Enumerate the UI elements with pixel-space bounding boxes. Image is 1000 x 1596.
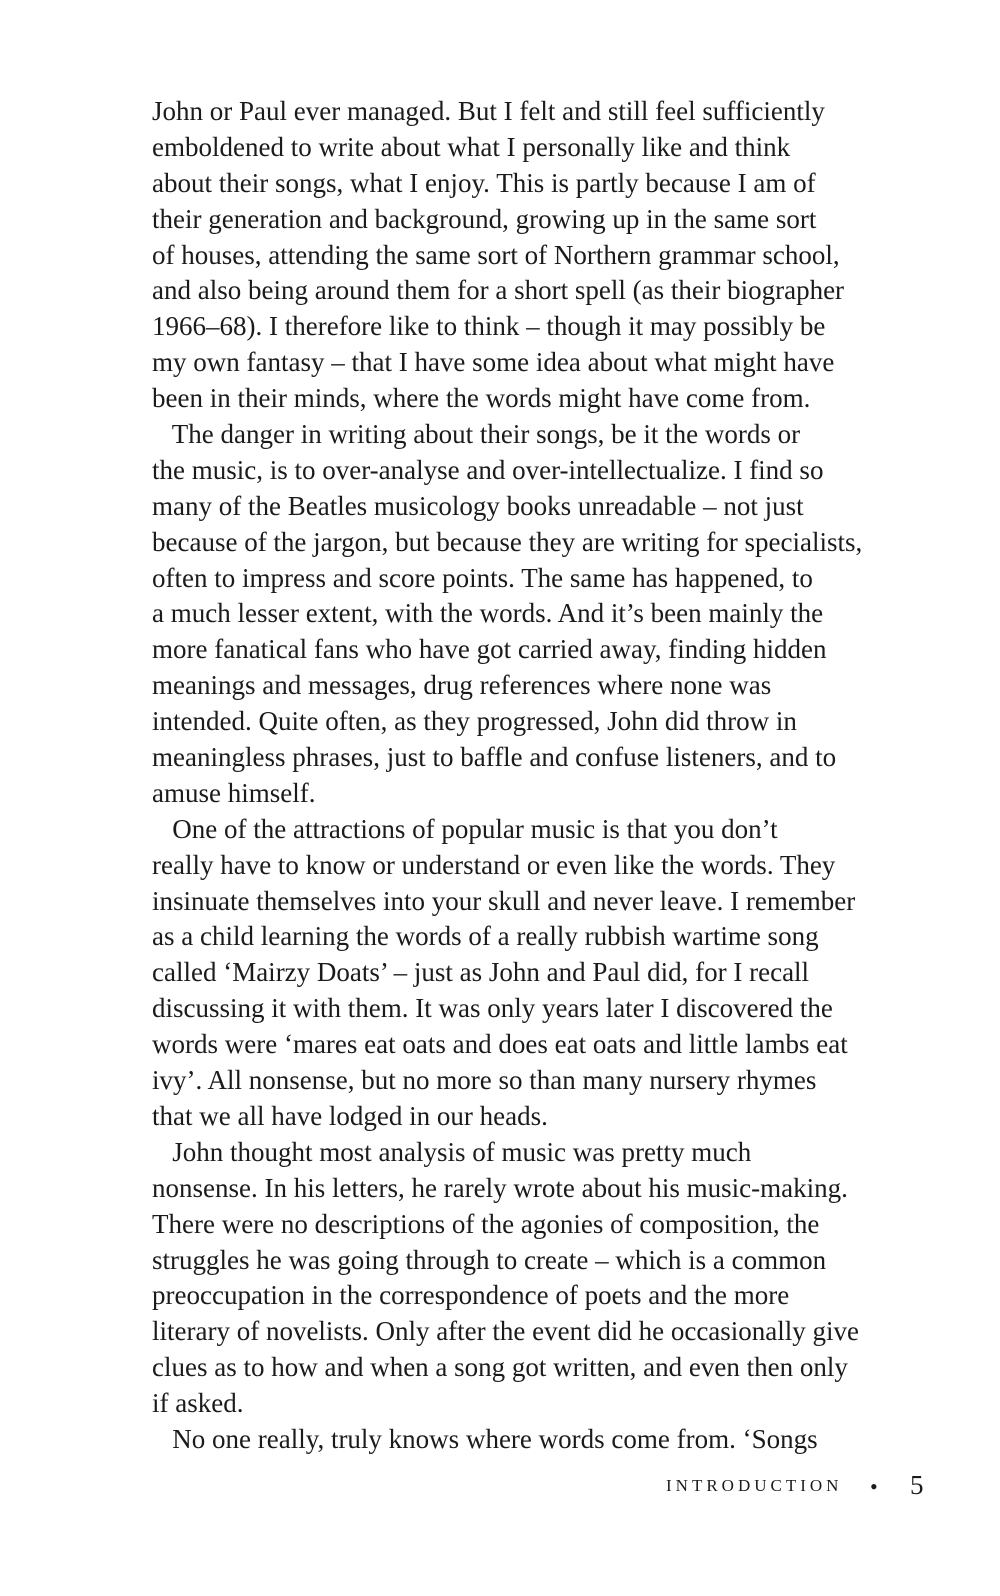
text-line: really have to know or understand or even like the words. They <box>152 849 836 880</box>
text-line: my own fantasy – that I have some idea about what might have <box>152 347 835 378</box>
text-line: The danger in writing about their songs, be it the words or <box>152 419 801 450</box>
text-line: amuse himself. <box>152 777 316 808</box>
text-line: often to impress and score points. The same has happened, to <box>152 562 813 593</box>
text-line: clues as to how and when a song got written, and even then only <box>152 1352 848 1383</box>
page-footer <box>660 1470 930 1504</box>
text-line: about their songs, what I enjoy. This is partly because I am of <box>152 167 816 198</box>
text-line: a much lesser extent, with the words. And it’s been mainly the <box>152 598 824 629</box>
text-line: many of the Beatles musicology books unreadable – not just <box>152 490 804 521</box>
text-line: John thought most analysis of music was pretty much <box>152 1136 752 1167</box>
text-line: words were ‘mares eat oats and does eat oats and little lambs eat <box>152 1029 848 1060</box>
text-line: struggles he was going through to create – which is a common <box>152 1244 827 1275</box>
text-line: as a child learning the words of a really rubbish wartime song <box>152 921 819 952</box>
text-line: their generation and background, growing up in the same sort <box>152 203 817 234</box>
text-line: of houses, attending the same sort of Northern grammar school, <box>152 239 840 270</box>
text-line: emboldened to write about what I personally like and think <box>152 131 791 162</box>
text-line: There were no descriptions of the agonies of composition, the <box>152 1208 820 1239</box>
text-line: discussing it with them. It was only years later I discovered the <box>152 993 833 1024</box>
text-line: meanings and messages, drug references where none was <box>152 670 772 701</box>
text-line: One of the attractions of popular music is that you don’t <box>152 813 778 844</box>
text-line: ivy’. All nonsense, but no more so than many nursery rhymes <box>152 1065 817 1096</box>
text-line: intended. Quite often, as they progressed, John did throw in <box>152 706 797 737</box>
text-line: 1966–68). I therefore like to think – though it may possibly be <box>152 311 826 342</box>
text-line: meaningless phrases, just to baffle and confuse listeners, and to <box>152 742 837 773</box>
text-line: called ‘Mairzy Doats’ – just as John and Paul did, for I recall <box>152 957 810 988</box>
text-line: insinuate themselves into your skull and never leave. I remember <box>152 885 856 916</box>
running-head: INTRODUCTION <box>666 1476 843 1495</box>
text-line: nonsense. In his letters, he rarely wrote about his music-making. <box>152 1172 848 1203</box>
text-line: been in their minds, where the words might have come from. <box>152 383 811 414</box>
text-line: No one really, truly knows where words come from. ‘Songs <box>152 1423 818 1454</box>
page-number: 5 <box>910 1470 924 1500</box>
text-line: literary of novelists. Only after the event did he occasionally give <box>152 1316 860 1347</box>
text-line: if asked. <box>152 1388 244 1419</box>
text-line: more fanatical fans who have got carried away, finding hidden <box>152 634 827 665</box>
text-line: and also being around them for a short spell (as their biographer <box>152 275 845 306</box>
text-line: because of the jargon, but because they are writing for specialists, <box>152 526 863 557</box>
body-text <box>152 94 932 1458</box>
text-line: John or Paul ever managed. But I felt and still feel sufficiently <box>152 96 825 126</box>
text-line: that we all have lodged in our heads. <box>152 1100 548 1131</box>
text-line: the music, is to over-analyse and over-intellectualize. I find so <box>152 454 824 485</box>
text-line: preoccupation in the correspondence of poets and the more <box>152 1280 790 1311</box>
bullet-separator: • <box>870 1474 878 1499</box>
